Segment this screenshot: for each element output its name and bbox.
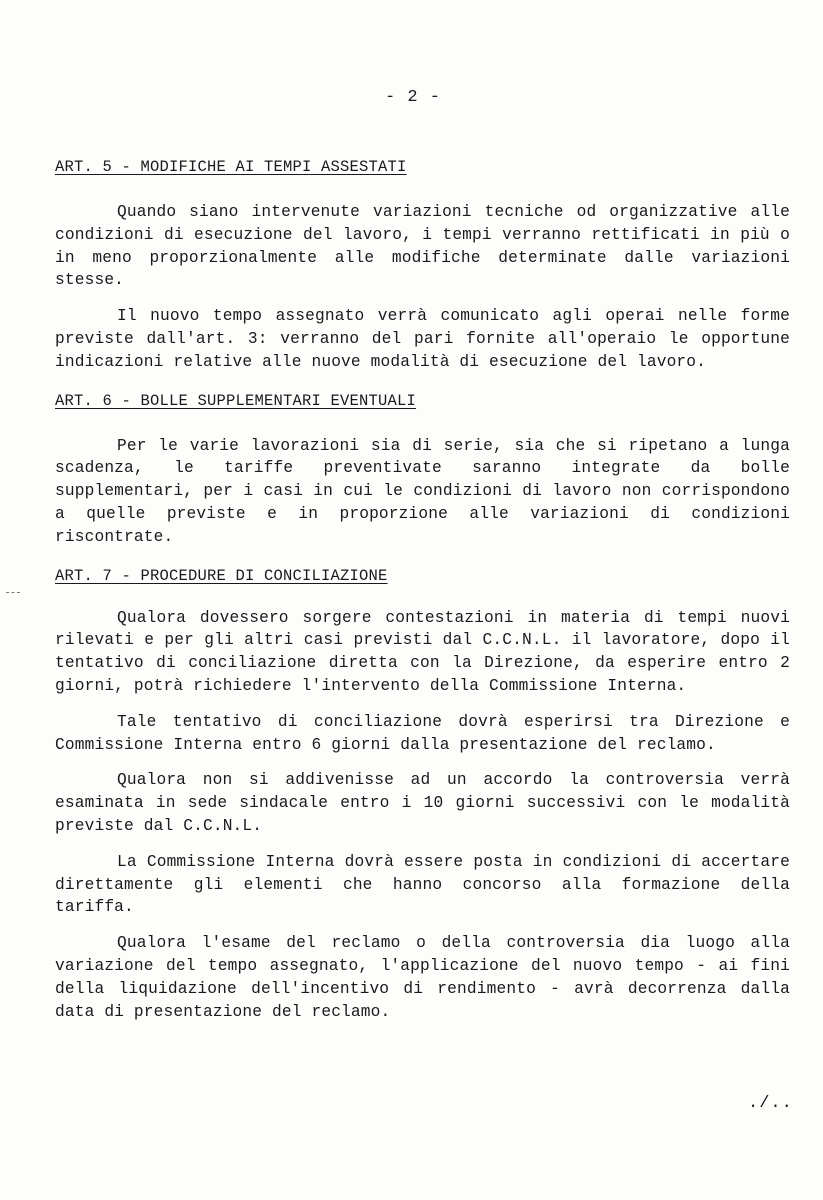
section-heading: ART. 7 - PROCEDURE DI CONCILIAZIONE (55, 566, 388, 585)
section-art-6 (55, 392, 790, 549)
section-art-7 (55, 567, 790, 1024)
paragraph: Qualora dovessero sorgere contestazioni in materia di tempi nuovi rilevati e per gli altri casi previsti dal C.C.N.L. il lavoratore, dopo il tentativo di conciliazione diretta con la Direzione, da esperire entro 2 giorni, potrà richiedere l'intervento della Commissione Interna. (55, 608, 790, 695)
continuation-mark: ./.. (748, 1094, 793, 1113)
section-heading: ART. 6 - BOLLE SUPPLEMENTARI EVENTUALI (55, 391, 417, 410)
page-number: - 2 - (385, 88, 442, 107)
paragraph: Quando siano intervenute variazioni tecniche od organizzative alle condizioni di esecuzione del lavoro, i tempi verranno rettificati in più o in meno proporzionalmente alle modifiche determinate dalle variazioni stesse. (55, 203, 790, 290)
paragraph: Qualora non si addivenisse ad un accordo la controversia verrà esaminata in sede sindacale entro i 10 giorni successivi con le modalità previste dal C.C.N.L. (55, 771, 790, 835)
paragraph: La Commissione Interna dovrà essere posta in condizioni di accertare direttamente gli elementi che hanno concorso alla formazione della tariffa. (55, 852, 790, 917)
paragraph: Tale tentativo di conciliazione dovrà esperirsi tra Direzione e Commissione Interna entro 6 giorni dalla presentazione del reclamo. (55, 712, 790, 754)
paragraph: Per le varie lavorazioni sia di serie, sia che si ripetano a lunga scadenza, le tariffe preventivate saranno integrate da bolle supplementari, per i casi in cui le condizioni di lavoro non corrispondono a quelle previste e in proporzione alle variazioni di condizioni riscontrate. (55, 436, 790, 546)
document-body (55, 158, 790, 1023)
section-art-5 (55, 158, 790, 374)
margin-punch-mark (6, 592, 20, 594)
section-heading: ART. 5 - MODIFICHE AI TEMPI ASSESTATI (55, 158, 407, 176)
paragraph: Qualora l'esame del reclamo o della controversia dia luogo alla variazione del tempo assegnato, l'applicazione del nuovo tempo - ai fini della liquidazione dell'incentivo di rendimento - avrà decorrenza dalla data di presentazione del reclamo. (55, 934, 790, 1021)
paragraph: Il nuovo tempo assegnato verrà comunicato agli operai nelle forme previste dall'art. 3: verranno del pari fornite all'operaio le opportune indicazioni relative alle nuove modalità di esecuzione del lavoro. (55, 307, 790, 371)
